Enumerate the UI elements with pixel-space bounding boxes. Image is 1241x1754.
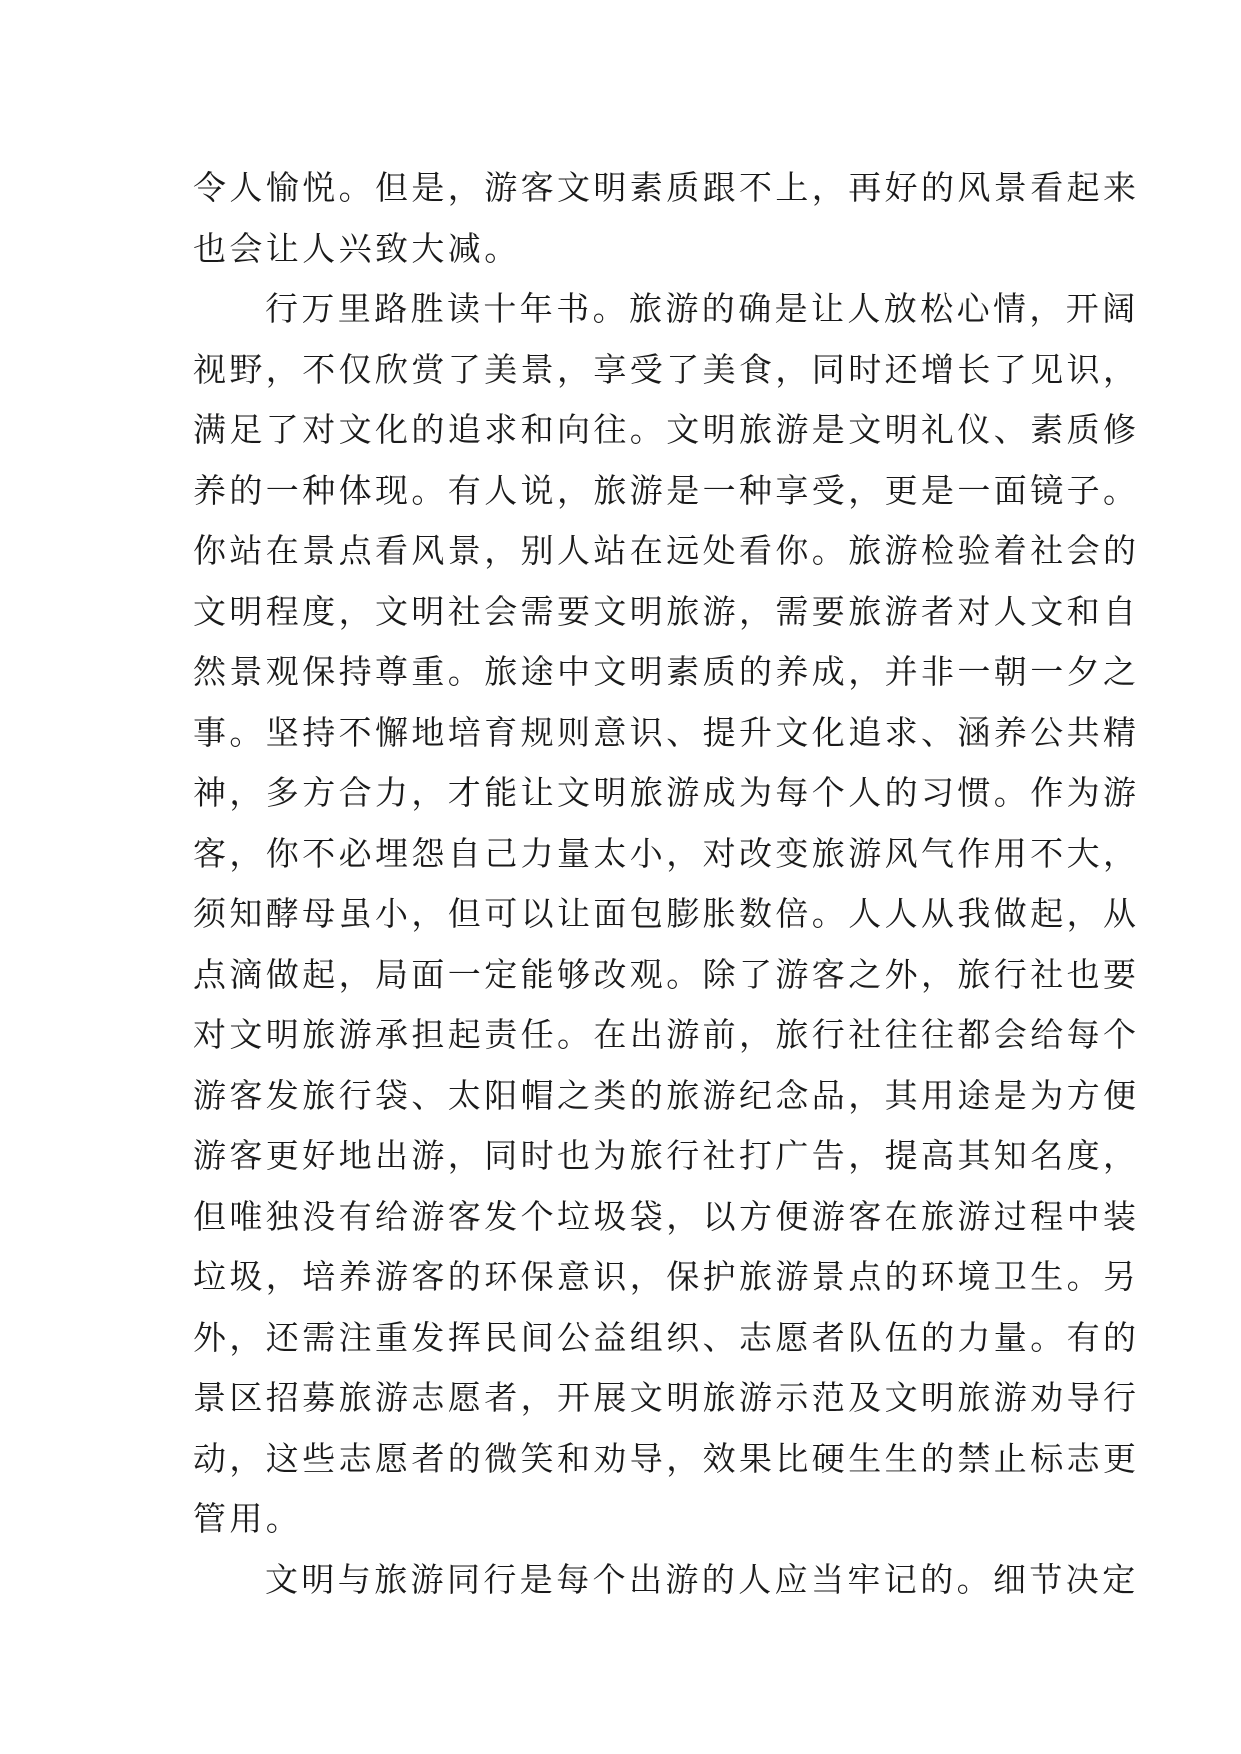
text-line: 管用。 [193,1499,303,1538]
text-line: 须知酵母虽小，但可以让面包膨胀数倍。人人从我做起，从 [193,894,1140,933]
text-line: 也会让人兴致大减。 [193,228,521,268]
text-line: 景区招募旅游志愿者，开展文明旅游示范及文明旅游劝导行 [193,1378,1140,1417]
text-line: 文明程度，文明社会需要文明旅游，需要旅游者对人文和自 [193,591,1140,631]
text-line: 游客更好地出游，同时也为旅行社打广告，提高其知名度， [193,1136,1140,1175]
text-line: 满足了对文化的追求和向往。文明旅游是文明礼仪、素质修 [193,410,1140,449]
paragraph-first-line: 行万里路胜读十年书。旅游的确是让人放松心情，开阔 [265,289,1139,328]
text-line: 对文明旅游承担起责任。在出游前，旅行社往往都会给每个 [193,1015,1140,1054]
text-line: 但唯独没有给游客发个垃圾袋，以方便游客在旅游过程中装 [193,1196,1140,1236]
body-text [193,158,1140,1610]
text-line: 动，这些志愿者的微笑和劝导，效果比硬生生的禁止标志更 [193,1438,1140,1478]
text-line: 外，还需注重发挥民间公益组织、志愿者队伍的力量。有的 [193,1317,1140,1357]
text-line: 神，多方合力，才能让文明旅游成为每个人的习惯。作为游 [193,773,1140,812]
text-line: 垃圾，培养游客的环保意识，保护旅游景点的环境卫生。另 [193,1257,1140,1296]
text-line: 游客发旅行袋、太阳帽之类的旅游纪念品，其用途是为方便 [193,1075,1140,1115]
text-line: 客，你不必埋怨自己力量太小，对改变旅游风气作用不大， [193,833,1140,873]
text-line: 视野，不仅欣赏了美景，享受了美食，同时还增长了见识， [193,349,1140,389]
text-line: 点滴做起，局面一定能够改观。除了游客之外，旅行社也要 [193,954,1140,994]
text-line: 事。坚持不懈地培育规则意识、提升文化追求、涵养公共精 [193,712,1140,752]
paragraph-first-line: 文明与旅游同行是每个出游的人应当牢记的。细节决定 [265,1559,1139,1599]
text-line: 养的一种体现。有人说，旅游是一种享受，更是一面镜子。 [193,470,1140,510]
text-line: 你站在景点看风景，别人站在远处看你。旅游检验着社会的 [193,531,1140,570]
text-line: 然景观保持尊重。旅途中文明素质的养成，并非一朝一夕之 [193,652,1140,691]
text-line: 令人愉悦。但是，游客文明素质跟不上，再好的风景看起来 [193,168,1140,207]
